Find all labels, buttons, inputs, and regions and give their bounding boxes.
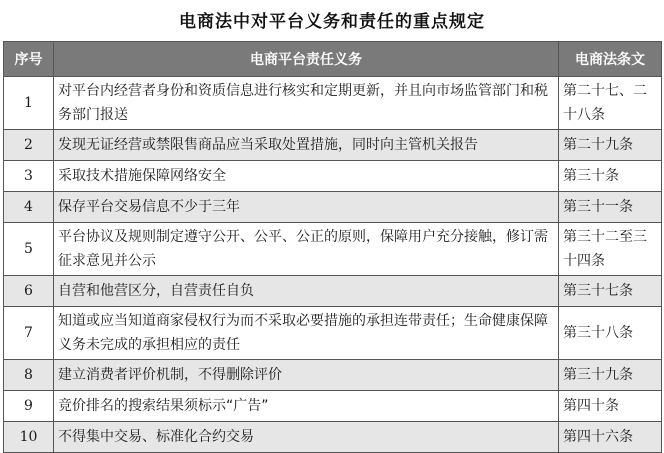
- table-row: [4, 422, 662, 453]
- row-duty: 自营和他营区分，自营责任自负: [54, 276, 559, 307]
- table-title: 电商法中对平台义务和责任的重点规定: [179, 12, 485, 32]
- header-article: 电商法条文: [559, 42, 662, 77]
- row-duty: 对平台内经营者身份和资质信息进行核实和定期更新，并且向市场监管部门和税务部门报送: [54, 77, 559, 130]
- table-row: [4, 161, 662, 192]
- row-article: 第三十二至三十四条: [559, 223, 662, 276]
- row-article: 第二十九条: [559, 130, 662, 161]
- row-number: 6: [4, 276, 54, 307]
- row-number: 7: [4, 307, 54, 360]
- table-row: [4, 391, 662, 422]
- row-number: 10: [4, 422, 54, 453]
- table-row: [4, 307, 662, 360]
- header-row: [4, 42, 662, 77]
- row-duty: 采取技术措施保障网络安全: [54, 161, 559, 192]
- table-row: [4, 192, 662, 223]
- row-duty: 不得集中交易、标准化合约交易: [54, 422, 559, 453]
- row-article: 第四十条: [559, 391, 662, 422]
- row-article: 第三十条: [559, 161, 662, 192]
- row-number: 5: [4, 223, 54, 276]
- row-article: 第三十八条: [559, 307, 662, 360]
- row-number: 2: [4, 130, 54, 161]
- row-article: 第四十六条: [559, 422, 662, 453]
- row-duty: 保存平台交易信息不少于三年: [54, 192, 559, 223]
- rules-table: [3, 41, 662, 453]
- row-article: 第三十九条: [559, 360, 662, 391]
- row-article: 第三十七条: [559, 276, 662, 307]
- table-row: [4, 77, 662, 130]
- row-article: 第三十一条: [559, 192, 662, 223]
- row-number: 9: [4, 391, 54, 422]
- row-duty: 发现无证经营或禁限售商品应当采取处置措施，同时向主管机关报告: [54, 130, 559, 161]
- table-row: [4, 276, 662, 307]
- row-duty: 平台协议及规则制定遵守公开、公平、公正的原则，保障用户充分接触，修订需征求意见并公示: [54, 223, 559, 276]
- row-number: 1: [4, 77, 54, 130]
- row-article: 第二十七、二十八条: [559, 77, 662, 130]
- row-duty: 竞价排名的搜索结果须标示“广告”: [54, 391, 559, 422]
- table-row: [4, 360, 662, 391]
- table-row: [4, 130, 662, 161]
- row-number: 8: [4, 360, 54, 391]
- table-row: [4, 223, 662, 276]
- row-duty: 建立消费者评价机制，不得删除评价: [54, 360, 559, 391]
- header-duty: 电商平台责任义务: [54, 42, 559, 77]
- row-number: 3: [4, 161, 54, 192]
- row-number: 4: [4, 192, 54, 223]
- header-number: 序号: [4, 42, 54, 77]
- row-duty: 知道或应当知道商家侵权行为而不采取必要措施的承担连带责任；生命健康保障义务未完成的承担相应的责任: [54, 307, 559, 360]
